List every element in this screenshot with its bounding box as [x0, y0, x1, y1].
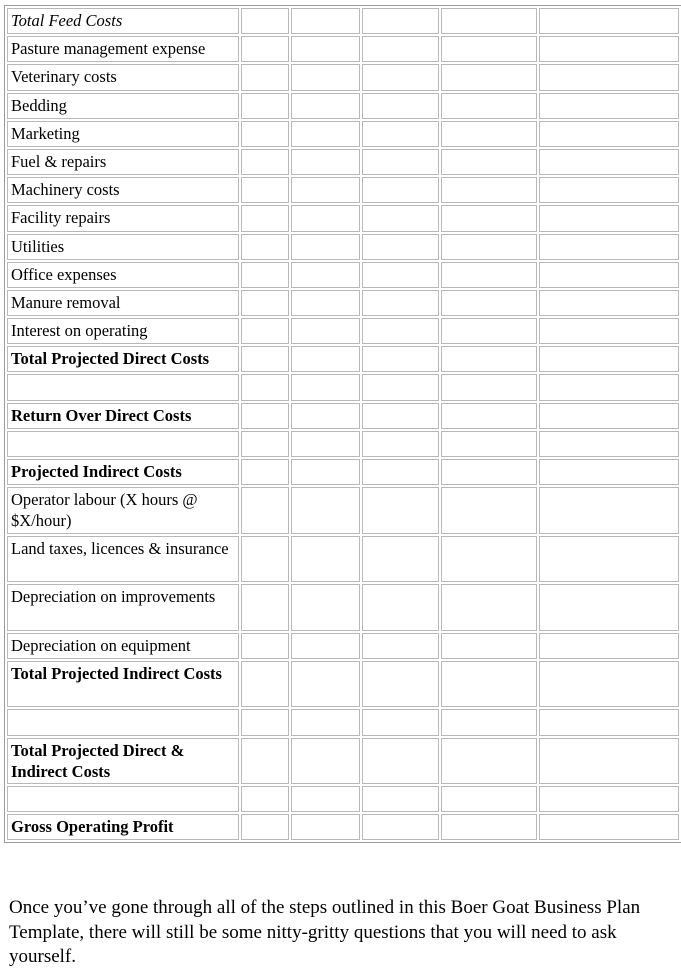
- value-cell[interactable]: [291, 234, 360, 260]
- value-cell[interactable]: [241, 64, 289, 90]
- value-cell[interactable]: [291, 709, 360, 735]
- value-cell[interactable]: [291, 121, 360, 147]
- value-cell[interactable]: [441, 205, 537, 231]
- table-row: [7, 346, 679, 372]
- table-row: [7, 121, 679, 147]
- row-label: Marketing: [7, 121, 239, 147]
- value-cell[interactable]: [441, 93, 537, 119]
- table-row: [7, 318, 679, 344]
- value-cell[interactable]: [362, 149, 439, 175]
- value-cell[interactable]: [362, 584, 439, 631]
- value-cell[interactable]: [241, 487, 289, 534]
- value-cell[interactable]: [362, 661, 439, 708]
- table-row: [7, 487, 679, 534]
- value-cell[interactable]: [441, 374, 537, 400]
- value-cell[interactable]: [539, 786, 679, 812]
- value-cell[interactable]: [291, 346, 360, 372]
- table-row: [7, 205, 679, 231]
- value-cell[interactable]: [362, 290, 439, 316]
- value-cell[interactable]: [291, 459, 360, 485]
- value-cell[interactable]: [241, 738, 289, 785]
- value-cell[interactable]: [241, 346, 289, 372]
- row-label: Gross Operating Profit: [7, 814, 239, 840]
- value-cell[interactable]: [362, 786, 439, 812]
- value-cell[interactable]: [291, 8, 360, 34]
- value-cell[interactable]: [539, 738, 679, 785]
- row-label: Office expenses: [7, 262, 239, 288]
- value-cell[interactable]: [241, 36, 289, 62]
- value-cell[interactable]: [241, 205, 289, 231]
- value-cell[interactable]: [291, 661, 360, 708]
- value-cell[interactable]: [539, 459, 679, 485]
- value-cell[interactable]: [241, 431, 289, 457]
- value-cell[interactable]: [441, 487, 537, 534]
- value-cell[interactable]: [539, 262, 679, 288]
- value-cell[interactable]: [291, 318, 360, 344]
- row-label: Operator labour (X hours @ $X/hour): [7, 487, 239, 534]
- value-cell[interactable]: [539, 121, 679, 147]
- table-row: [7, 234, 679, 260]
- value-cell[interactable]: [441, 346, 537, 372]
- budget-sheet: [4, 5, 679, 843]
- value-cell[interactable]: [539, 814, 679, 840]
- value-cell[interactable]: [539, 633, 679, 659]
- table-row: [7, 584, 679, 631]
- row-label: Projected Indirect Costs: [7, 459, 239, 485]
- row-label: Total Projected Indirect Costs: [7, 661, 239, 708]
- table-row: [7, 8, 679, 34]
- value-cell[interactable]: [291, 262, 360, 288]
- value-cell[interactable]: [241, 661, 289, 708]
- value-cell[interactable]: [362, 374, 439, 400]
- row-label: Depreciation on equipment: [7, 633, 239, 659]
- value-cell[interactable]: [362, 318, 439, 344]
- value-cell[interactable]: [241, 403, 289, 429]
- value-cell[interactable]: [362, 36, 439, 62]
- value-cell[interactable]: [362, 177, 439, 203]
- value-cell[interactable]: [539, 536, 679, 583]
- value-cell[interactable]: [441, 262, 537, 288]
- value-cell[interactable]: [362, 234, 439, 260]
- value-cell[interactable]: [539, 234, 679, 260]
- value-cell[interactable]: [362, 709, 439, 735]
- value-cell[interactable]: [362, 459, 439, 485]
- value-cell[interactable]: [539, 661, 679, 708]
- value-cell[interactable]: [539, 290, 679, 316]
- value-cell[interactable]: [241, 8, 289, 34]
- row-label: Utilities: [7, 234, 239, 260]
- table-row: [7, 177, 679, 203]
- value-cell[interactable]: [291, 205, 360, 231]
- row-label: Fuel & repairs: [7, 149, 239, 175]
- value-cell[interactable]: [362, 536, 439, 583]
- value-cell[interactable]: [441, 234, 537, 260]
- value-cell[interactable]: [539, 177, 679, 203]
- value-cell[interactable]: [291, 584, 360, 631]
- value-cell[interactable]: [441, 738, 537, 785]
- value-cell[interactable]: [441, 584, 537, 631]
- value-cell[interactable]: [291, 786, 360, 812]
- value-cell[interactable]: [539, 709, 679, 735]
- value-cell[interactable]: [291, 36, 360, 62]
- table-spacer-row: [7, 786, 679, 812]
- value-cell[interactable]: [441, 709, 537, 735]
- value-cell[interactable]: [362, 205, 439, 231]
- row-label-empty: [7, 786, 239, 812]
- value-cell[interactable]: [539, 318, 679, 344]
- value-cell[interactable]: [291, 290, 360, 316]
- value-cell[interactable]: [539, 403, 679, 429]
- value-cell[interactable]: [362, 121, 439, 147]
- row-label-empty: [7, 374, 239, 400]
- value-cell[interactable]: [241, 786, 289, 812]
- value-cell[interactable]: [362, 633, 439, 659]
- value-cell[interactable]: [241, 584, 289, 631]
- row-label: Total Projected Direct Costs: [7, 346, 239, 372]
- value-cell[interactable]: [441, 661, 537, 708]
- row-label: Total Feed Costs: [7, 8, 239, 34]
- value-cell[interactable]: [291, 149, 360, 175]
- value-cell[interactable]: [241, 234, 289, 260]
- value-cell[interactable]: [241, 459, 289, 485]
- value-cell[interactable]: [539, 374, 679, 400]
- value-cell[interactable]: [539, 8, 679, 34]
- table-spacer-row: [7, 374, 679, 400]
- value-cell[interactable]: [241, 262, 289, 288]
- value-cell[interactable]: [539, 205, 679, 231]
- value-cell[interactable]: [291, 93, 360, 119]
- row-label: Veterinary costs: [7, 64, 239, 90]
- value-cell[interactable]: [441, 403, 537, 429]
- value-cell[interactable]: [539, 431, 679, 457]
- value-cell[interactable]: [291, 64, 360, 90]
- value-cell[interactable]: [362, 403, 439, 429]
- value-cell[interactable]: [241, 814, 289, 840]
- direct-indirect-cost-table: [4, 5, 681, 843]
- value-cell[interactable]: [539, 487, 679, 534]
- table-spacer-row: [7, 709, 679, 735]
- table-row: [7, 36, 679, 62]
- value-cell[interactable]: [539, 36, 679, 62]
- row-label: Facility repairs: [7, 205, 239, 231]
- value-cell[interactable]: [539, 64, 679, 90]
- row-label: Machinery costs: [7, 177, 239, 203]
- table-row: [7, 290, 679, 316]
- value-cell[interactable]: [362, 64, 439, 90]
- value-cell[interactable]: [441, 149, 537, 175]
- row-label: Total Projected Direct & Indirect Costs: [7, 738, 239, 785]
- value-cell[interactable]: [441, 459, 537, 485]
- value-cell[interactable]: [441, 36, 537, 62]
- row-label: Depreciation on improvements: [7, 584, 239, 631]
- value-cell[interactable]: [441, 633, 537, 659]
- value-cell[interactable]: [241, 374, 289, 400]
- table-row: [7, 536, 679, 583]
- value-cell[interactable]: [362, 8, 439, 34]
- value-cell[interactable]: [291, 374, 360, 400]
- row-label: Return Over Direct Costs: [7, 403, 239, 429]
- value-cell[interactable]: [362, 487, 439, 534]
- value-cell[interactable]: [441, 177, 537, 203]
- value-cell[interactable]: [441, 121, 537, 147]
- row-label: Land taxes, licences & insurance: [7, 536, 239, 583]
- value-cell[interactable]: [441, 64, 537, 90]
- value-cell[interactable]: [241, 536, 289, 583]
- table-spacer-row: [7, 431, 679, 457]
- row-label-empty: [7, 709, 239, 735]
- table-row: [7, 93, 679, 119]
- cost-table-body: [7, 8, 679, 840]
- value-cell[interactable]: [291, 536, 360, 583]
- value-cell[interactable]: [441, 290, 537, 316]
- value-cell[interactable]: [241, 318, 289, 344]
- value-cell[interactable]: [441, 8, 537, 34]
- value-cell[interactable]: [441, 318, 537, 344]
- value-cell[interactable]: [241, 93, 289, 119]
- value-cell[interactable]: [539, 149, 679, 175]
- row-label: Interest on operating: [7, 318, 239, 344]
- value-cell[interactable]: [291, 487, 360, 534]
- value-cell[interactable]: [241, 709, 289, 735]
- row-label: Bedding: [7, 93, 239, 119]
- table-row: [7, 633, 679, 659]
- value-cell[interactable]: [241, 149, 289, 175]
- value-cell[interactable]: [441, 536, 537, 583]
- table-row: [7, 738, 679, 785]
- table-row: [7, 459, 679, 485]
- value-cell[interactable]: [291, 814, 360, 840]
- table-row: [7, 814, 679, 840]
- value-cell[interactable]: [362, 346, 439, 372]
- value-cell[interactable]: [362, 93, 439, 119]
- table-row: [7, 403, 679, 429]
- value-cell[interactable]: [441, 431, 537, 457]
- value-cell[interactable]: [539, 346, 679, 372]
- row-label-empty: [7, 431, 239, 457]
- value-cell[interactable]: [291, 738, 360, 785]
- table-row: [7, 149, 679, 175]
- value-cell[interactable]: [362, 431, 439, 457]
- table-row: [7, 661, 679, 708]
- value-cell[interactable]: [362, 738, 439, 785]
- value-cell[interactable]: [291, 403, 360, 429]
- value-cell[interactable]: [241, 121, 289, 147]
- row-label: Manure removal: [7, 290, 239, 316]
- value-cell[interactable]: [241, 290, 289, 316]
- value-cell[interactable]: [539, 584, 679, 631]
- table-row: [7, 262, 679, 288]
- value-cell[interactable]: [291, 431, 360, 457]
- table-row: [7, 64, 679, 90]
- closing-paragraph: Once you’ve gone through all of the steps outlined in this Boer Goat Business Plan Template, there will still be some nitty-gritty questions that you will need to ask yourself.: [9, 897, 641, 967]
- value-cell[interactable]: [441, 786, 537, 812]
- value-cell[interactable]: [362, 814, 439, 840]
- value-cell[interactable]: [441, 814, 537, 840]
- value-cell[interactable]: [241, 633, 289, 659]
- value-cell[interactable]: [241, 177, 289, 203]
- value-cell[interactable]: [291, 633, 360, 659]
- row-label: Pasture management expense: [7, 36, 239, 62]
- value-cell[interactable]: [362, 262, 439, 288]
- value-cell[interactable]: [539, 93, 679, 119]
- value-cell[interactable]: [291, 177, 360, 203]
